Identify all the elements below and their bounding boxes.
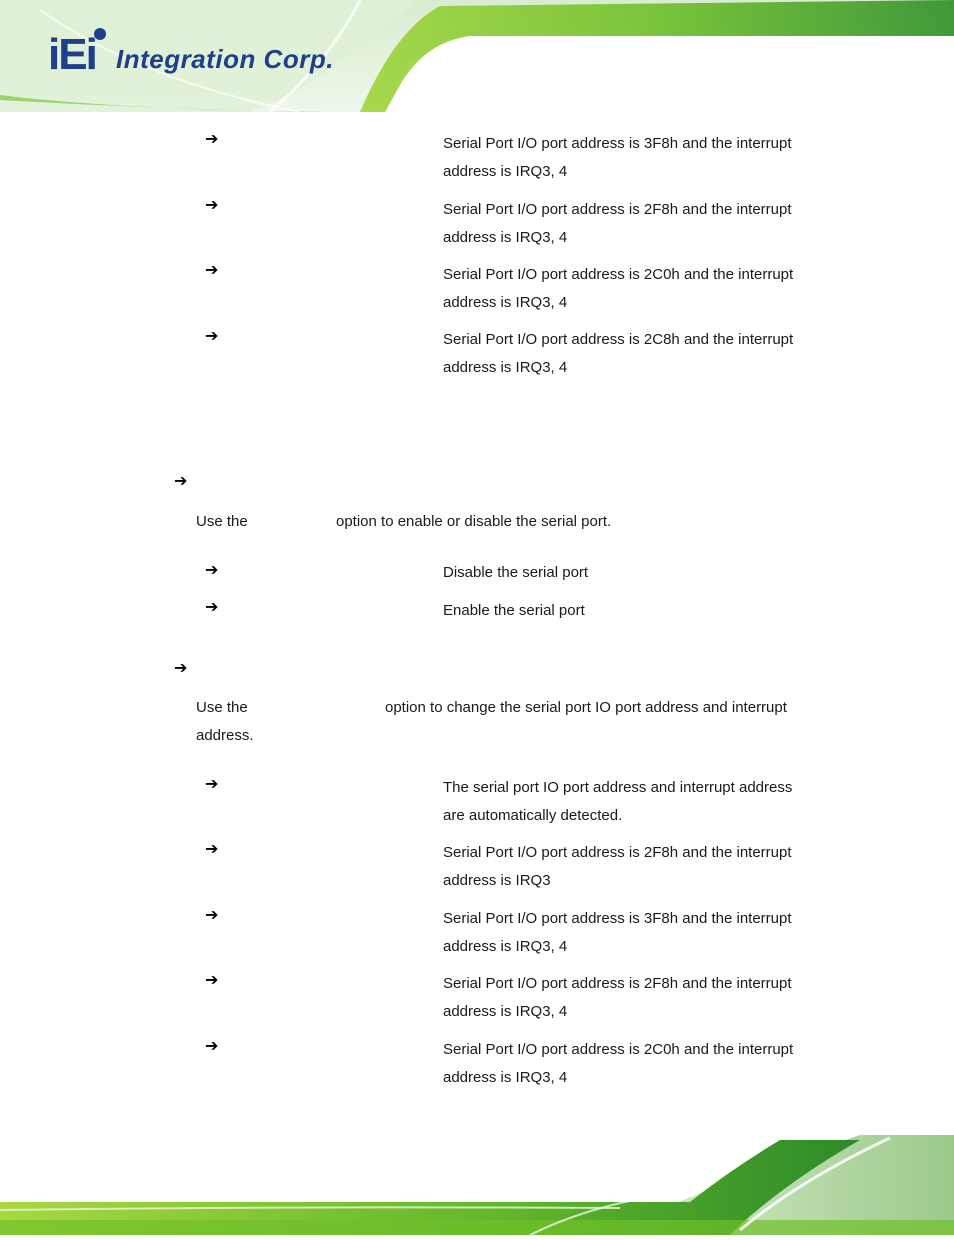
footer-banner-graphic (0, 1130, 954, 1235)
option-description: address is IRQ3, 4 (443, 1003, 568, 1020)
arrow-icon: ➔ (205, 839, 219, 858)
option-description: Serial Port I/O port address is 2F8h and the interrupt (443, 975, 792, 992)
option-description: Disable the serial port (443, 564, 589, 581)
option-description: Serial Port I/O port address is 2C8h and the interrupt (443, 331, 794, 348)
intro-text-suffix: option to enable or disable the serial port. (336, 513, 612, 530)
section-arrow-icon: ➔ (174, 471, 188, 490)
arrow-icon: ➔ (205, 774, 219, 793)
arrow-icon: ➔ (205, 1036, 219, 1055)
option-description: The serial port IO port address and interrupt address (443, 779, 793, 796)
logo-dot (94, 28, 106, 40)
option-description: Serial Port I/O port address is 2C0h and the interrupt (443, 266, 794, 283)
option-description: are automatically detected. (443, 807, 623, 824)
page-header (0, 0, 954, 115)
page-footer (0, 1130, 954, 1235)
option-description: address is IRQ3, 4 (443, 938, 568, 955)
intro-text-suffix: option to change the serial port IO port address and interrupt (385, 699, 787, 716)
option-description: address is IRQ3, 4 (443, 294, 568, 311)
arrow-icon: ➔ (205, 195, 219, 214)
arrow-icon: ➔ (205, 129, 219, 148)
section-arrow-icon: ➔ (174, 658, 188, 677)
option-description: Serial Port I/O port address is 3F8h and the interrupt (443, 910, 792, 927)
option-description: Serial Port I/O port address is 3F8h and the interrupt (443, 135, 792, 152)
brand-logo-text: Integration Corp. (116, 44, 334, 74)
option-description: Serial Port I/O port address is 2C0h and the interrupt (443, 1041, 794, 1058)
option-description: Serial Port I/O port address is 2F8h and the interrupt (443, 201, 792, 218)
intro-text-line2: address. (196, 727, 254, 744)
option-description: address is IRQ3, 4 (443, 1069, 568, 1086)
arrow-icon: ➔ (205, 326, 219, 345)
arrow-icon: ➔ (205, 560, 219, 579)
option-description: Serial Port I/O port address is 2F8h and the interrupt (443, 844, 792, 861)
arrow-icon: ➔ (205, 970, 219, 989)
intro-text-prefix: Use the (196, 513, 248, 530)
arrow-icon: ➔ (205, 597, 219, 616)
option-description: address is IRQ3, 4 (443, 229, 568, 246)
option-description: address is IRQ3, 4 (443, 359, 568, 376)
arrow-icon: ➔ (205, 260, 219, 279)
brand-logo-mark: iEi (48, 30, 96, 79)
option-description: address is IRQ3, 4 (443, 163, 568, 180)
option-description: Enable the serial port (443, 602, 585, 619)
option-description: address is IRQ3 (443, 872, 551, 889)
arrow-icon: ➔ (205, 905, 219, 924)
intro-text-prefix: Use the (196, 699, 248, 716)
